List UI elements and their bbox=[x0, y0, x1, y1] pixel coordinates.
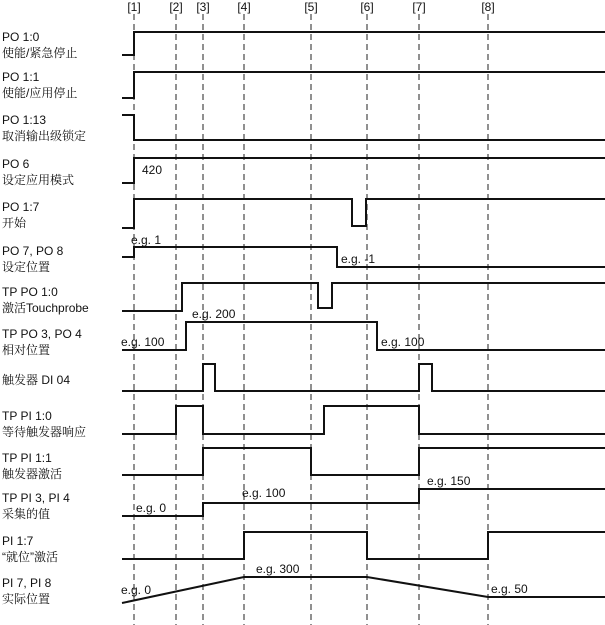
signal-name-10: TP PI 1:0 bbox=[2, 409, 52, 423]
signal-desc-10: 等待触发器响应 bbox=[2, 425, 87, 439]
signal-desc-14: 实际位置 bbox=[2, 592, 51, 606]
signal-desc-2: 使能/应用停止 bbox=[2, 86, 78, 100]
marker-label-3: [3] bbox=[196, 0, 210, 14]
waveform-po1-1 bbox=[122, 72, 605, 98]
signal-name-4: PO 6 bbox=[2, 157, 30, 171]
marker-label-2: [2] bbox=[169, 0, 183, 14]
signal-desc-7: 激活Touchprobe bbox=[2, 301, 89, 315]
waveform-po1-7 bbox=[122, 199, 605, 228]
annotation-relpos-mid: e.g. 200 bbox=[192, 307, 236, 321]
signal-desc-3: 取消输出级锁定 bbox=[2, 129, 87, 143]
signal-labels bbox=[2, 30, 89, 606]
signal-desc-1: 使能/紧急停止 bbox=[2, 46, 78, 60]
annotation-captured-mid: e.g. 100 bbox=[242, 486, 286, 500]
annotation-actual-start: e.g. 0 bbox=[121, 583, 152, 597]
marker-label-7: [7] bbox=[412, 0, 426, 14]
waveform-po6 bbox=[122, 158, 605, 183]
marker-label-1: [1] bbox=[127, 0, 141, 14]
signal-name-3: PO 1:13 bbox=[2, 113, 47, 127]
marker-label-8: [8] bbox=[481, 0, 495, 14]
annotation-relpos-before: e.g. 100 bbox=[121, 335, 165, 349]
waveform-po1-0 bbox=[122, 32, 605, 55]
signal-name-9: 触发器 DI 04 bbox=[2, 373, 71, 387]
signal-name-1: PO 1:0 bbox=[2, 30, 40, 44]
signal-name-6: PO 7, PO 8 bbox=[2, 244, 64, 258]
time-marker-lines bbox=[134, 14, 488, 625]
annotation-relpos-after: e.g. 100 bbox=[381, 335, 425, 349]
waveform-tp-pi1-0 bbox=[122, 406, 605, 434]
time-marker-labels bbox=[127, 0, 494, 14]
annotation-actual-peak: e.g. 300 bbox=[256, 562, 300, 576]
signal-name-2: PO 1:1 bbox=[2, 70, 40, 84]
signal-name-5: PO 1:7 bbox=[2, 200, 40, 214]
signal-desc-6: 设定位置 bbox=[2, 260, 51, 274]
signal-desc-4: 设定应用模式 bbox=[2, 173, 75, 187]
signal-name-11: TP PI 1:1 bbox=[2, 451, 52, 465]
marker-label-5: [5] bbox=[304, 0, 318, 14]
waveform-tp-pi1-1 bbox=[122, 448, 605, 475]
marker-label-6: [6] bbox=[360, 0, 374, 14]
waveform-pi7-pi8 bbox=[122, 577, 605, 603]
annotation-captured-before: e.g. 0 bbox=[136, 501, 167, 515]
signal-desc-8: 相对位置 bbox=[2, 343, 51, 357]
waveform-pi1-7 bbox=[122, 532, 605, 559]
waveform-po1-13 bbox=[122, 115, 605, 140]
signal-desc-12: 采集的值 bbox=[2, 507, 51, 521]
annotation-captured-after: e.g. 150 bbox=[427, 474, 471, 488]
signal-name-7: TP PO 1:0 bbox=[2, 285, 58, 299]
waveform-tp-po3-po4 bbox=[122, 322, 605, 350]
signal-desc-11: 触发器激活 bbox=[2, 467, 63, 481]
waveform-tp-pi3-pi4 bbox=[122, 489, 605, 516]
annotation-setpos-before: e.g. 1 bbox=[131, 233, 162, 247]
waveform-trigger-di04 bbox=[122, 364, 605, 391]
signal-desc-5: 开始 bbox=[2, 216, 27, 230]
annotation-setpos-after: e.g. -1 bbox=[341, 252, 376, 266]
signal-name-12: TP PI 3, PI 4 bbox=[2, 491, 70, 505]
marker-label-4: [4] bbox=[237, 0, 251, 14]
signal-name-8: TP PO 3, PO 4 bbox=[2, 327, 82, 341]
annotation-po6-value: 420 bbox=[142, 163, 163, 177]
signal-desc-13: “就位”激活 bbox=[2, 550, 58, 564]
signal-name-13: PI 1:7 bbox=[2, 534, 34, 548]
signal-name-14: PI 7, PI 8 bbox=[2, 576, 52, 590]
annotation-actual-end: e.g. 50 bbox=[491, 582, 528, 596]
